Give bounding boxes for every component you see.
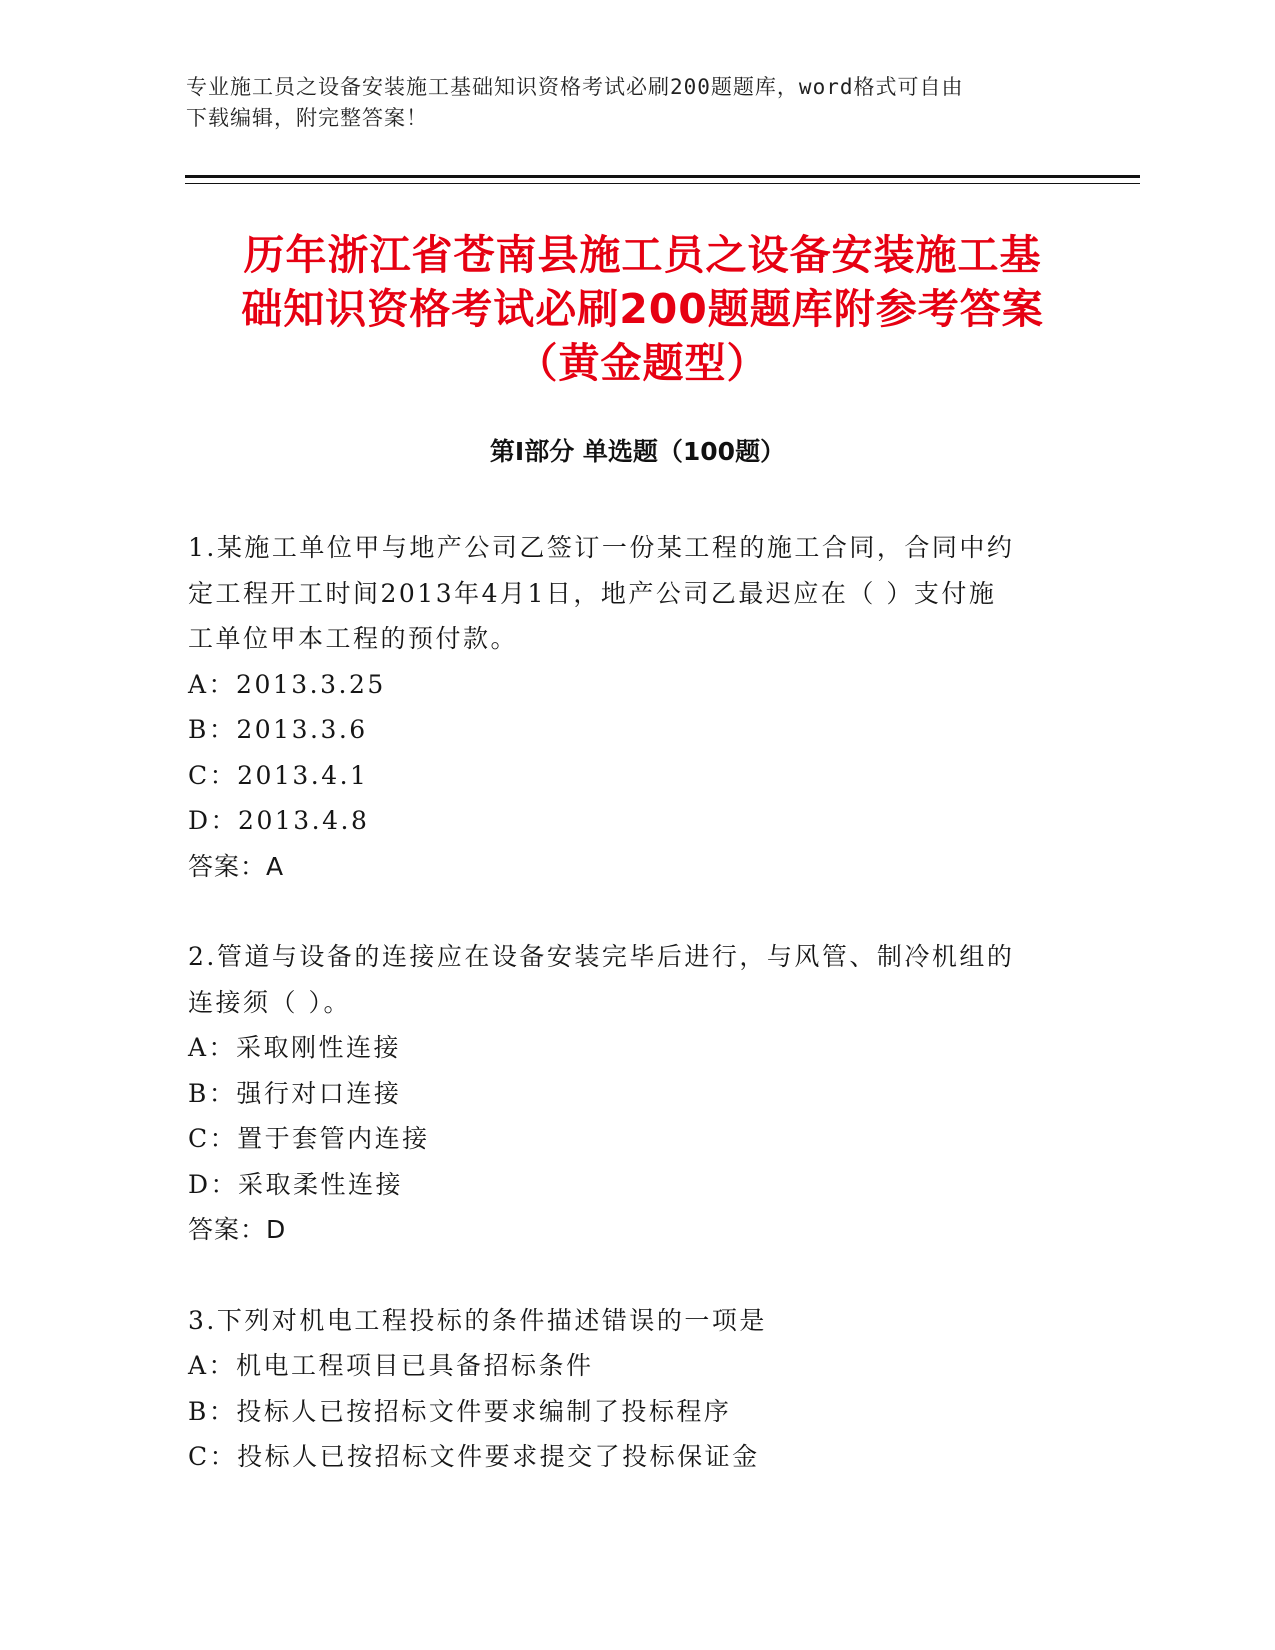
option-b: B：投标人已按招标文件要求编制了投标程序 (188, 1396, 732, 1426)
option-d: D：采取柔性连接 (188, 1169, 404, 1199)
option-c: C：2013.4.1 (188, 760, 369, 790)
question-stem-line: 3.下列对机电工程投标的条件描述错误的一项是 (188, 1305, 767, 1335)
option-c: C：置于套管内连接 (188, 1124, 430, 1153)
question-stem-line: 工单位甲本工程的预付款。 (188, 624, 519, 653)
answer-label: 答案：D (188, 1215, 287, 1244)
section-heading: 第Ⅰ部分 单选题（100题） (489, 437, 786, 466)
question-stem-line: 连接须（ ）。 (188, 987, 351, 1017)
option-c: C：投标人已按招标文件要求提交了投标保证金 (188, 1442, 760, 1471)
option-a: A：采取刚性连接 (188, 1033, 402, 1062)
header-note-line-1: 专业施工员之设备安装施工基础知识资格考试必刷200题题库，word格式可自由 (186, 75, 964, 99)
header-note (186, 72, 1086, 134)
option-d: D：2013.4.8 (188, 806, 370, 835)
question-stem-line: 1.某施工单位甲与地产公司乙签订一份某工程的施工合同，合同中约 (188, 533, 1015, 562)
option-a: A：2013.3.25 (188, 669, 386, 699)
document-title (190, 228, 1095, 390)
header-rule-thick (185, 175, 1140, 178)
question-1 (188, 525, 1068, 889)
question-3 (188, 1298, 1068, 1480)
option-b: B：2013.3.6 (188, 715, 368, 744)
document-title-line-1: 历年浙江省苍南县施工员之设备安装施工基 (243, 231, 1042, 279)
header-rule-thin (185, 183, 1140, 184)
option-a: A：机电工程项目已具备招标条件 (188, 1351, 594, 1380)
question-stem-line: 2.管道与设备的连接应在设备安装完毕后进行，与风管、制冷机组的 (188, 942, 1015, 971)
question-stem-line: 定工程开工时间2013年4月1日，地产公司乙最迟应在（ ）支付施 (188, 578, 997, 608)
question-2 (188, 934, 1068, 1253)
option-b: B：强行对口连接 (188, 1078, 402, 1108)
answer-label: 答案：A (188, 851, 285, 881)
document-title-line-3: （黄金题型） (516, 339, 769, 387)
header-note-line-2: 下载编辑，附完整答案！ (186, 106, 428, 130)
document-title-line-2: 础知识资格考试必刷200题题库附参考答案 (241, 285, 1044, 333)
question-list (188, 525, 1068, 1525)
